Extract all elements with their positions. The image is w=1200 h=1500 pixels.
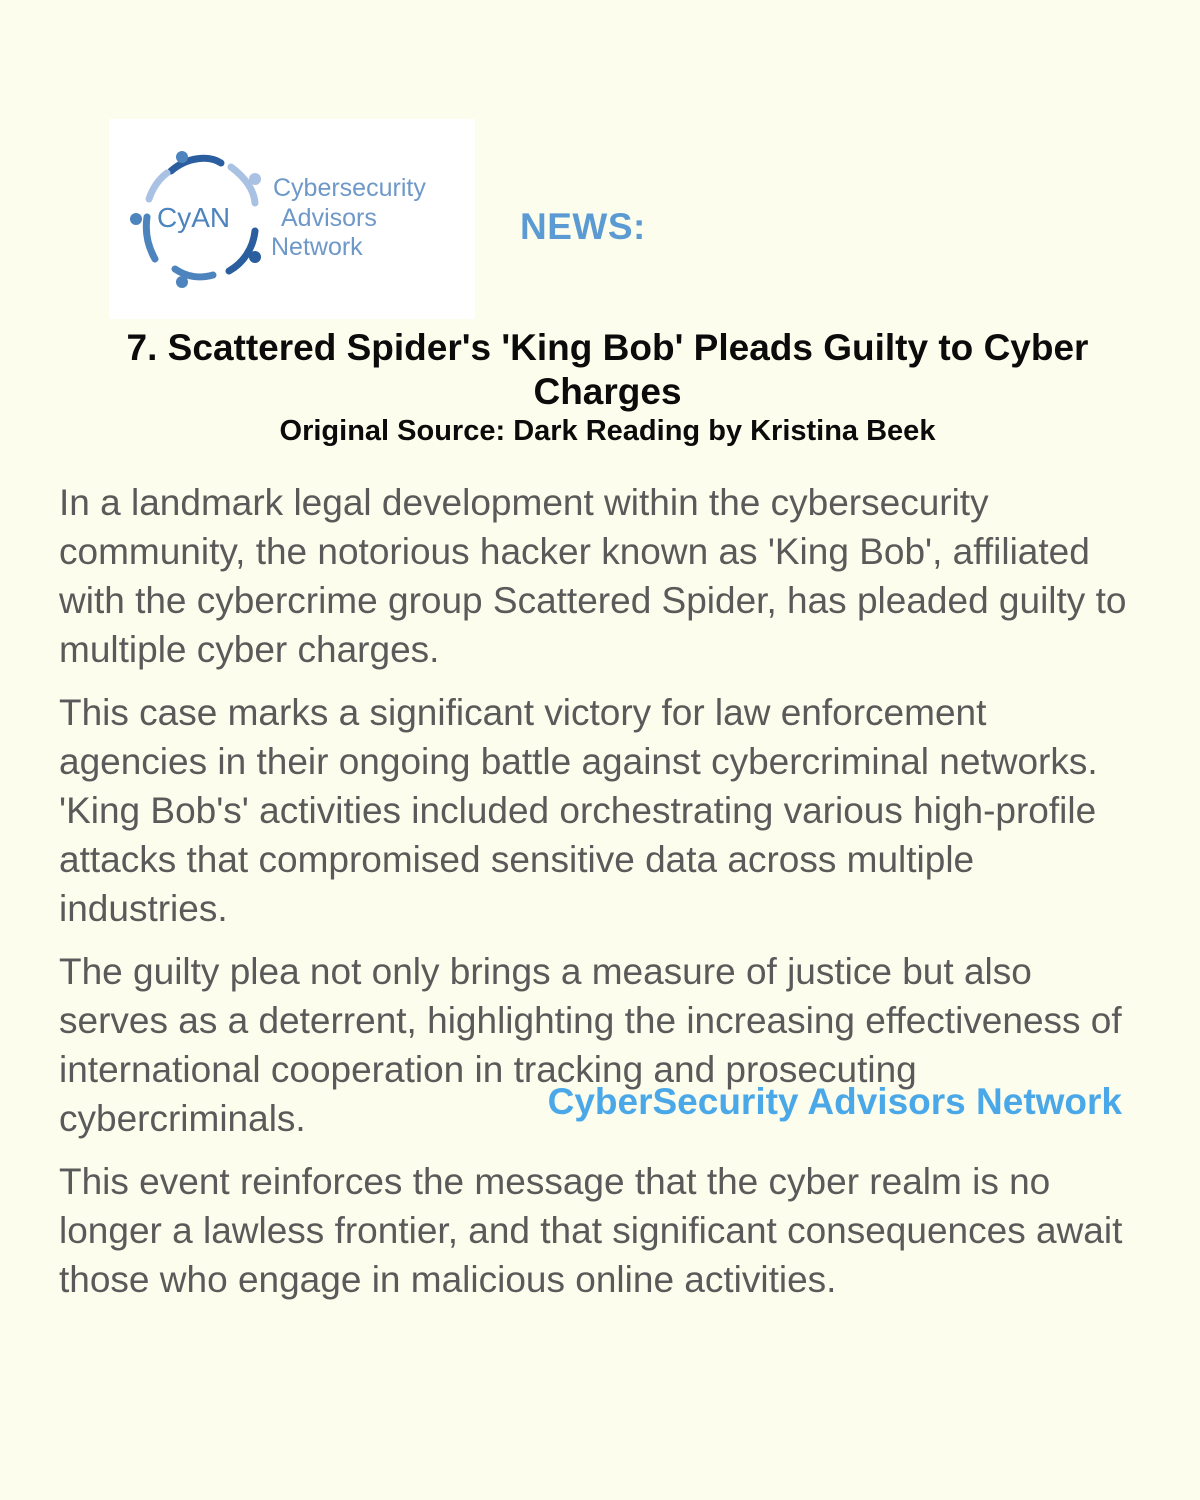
article-paragraph: This event reinforces the message that the cyber realm is no longer a lawless frontier, and that significant consequences await those who engage in malicious online activities. xyxy=(59,1161,1123,1300)
article-paragraph: The guilty plea not only brings a measure of justice but also serves as a deterrent, highlighting the increasing effectiveness of international cooperation in tracking and prosecuting cybercriminals. xyxy=(59,951,1122,1139)
logo-line-2: Advisors xyxy=(281,204,377,232)
article-paragraph: In a landmark legal development within the cybersecurity community, the notorious hacker known as 'King Bob', affiliated with the cybercrime group Scattered Spider, has pleaded guilty to multiple cyber charges. xyxy=(59,482,1127,670)
footer-brand: CyberSecurity Advisors Network xyxy=(547,1081,1122,1122)
article-body xyxy=(59,478,1144,1318)
logo-abbreviation: CyAN xyxy=(157,202,231,233)
article-source: Original Source: Dark Reading by Kristina Beek xyxy=(279,415,936,447)
logo-line-3: Network xyxy=(271,233,363,261)
article-title: 7. Scattered Spider's 'King Bob' Pleads Guilty to Cyber Charges xyxy=(126,327,1089,412)
logo-line-1: Cybersecurity xyxy=(273,174,426,202)
article-paragraph: This case marks a significant victory for law enforcement agencies in their ongoing battle against cybercriminal networks. 'King Bob's' activities included orchestrating various high-profile attacks that compromised sensitive data across multiple industries. xyxy=(59,692,1098,929)
news-label: NEWS: xyxy=(520,206,646,247)
cyan-logo xyxy=(109,119,475,319)
